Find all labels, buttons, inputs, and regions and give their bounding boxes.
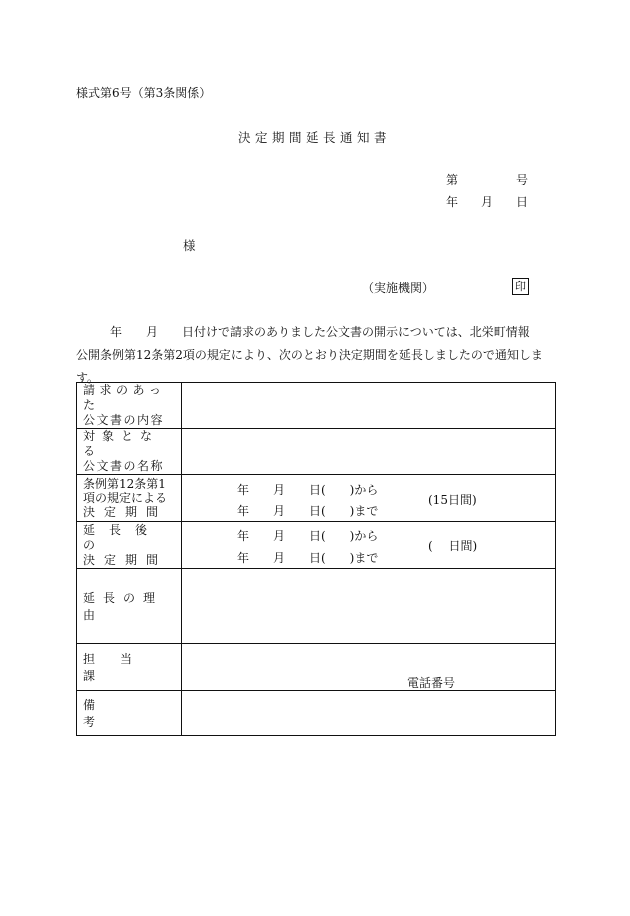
notice-body bbox=[62, 321, 562, 390]
notice-body-line: す。 bbox=[76, 371, 100, 385]
table-row bbox=[77, 475, 556, 522]
date-month-label: 月 bbox=[481, 195, 494, 209]
label-text: 項の規定による bbox=[83, 491, 168, 505]
target-name-field[interactable] bbox=[182, 429, 556, 475]
extended-period-field bbox=[182, 522, 556, 569]
original-period-field bbox=[182, 475, 556, 522]
original-period-label bbox=[77, 475, 182, 522]
period-end-date[interactable]: 年 月 日( )まで bbox=[237, 504, 379, 518]
label-line bbox=[83, 553, 177, 568]
label-line bbox=[83, 459, 177, 474]
request-content-label bbox=[77, 383, 182, 429]
label-text: 担当課 bbox=[83, 652, 158, 683]
label-line bbox=[83, 491, 177, 505]
date-day-label: 日 bbox=[516, 195, 529, 209]
remarks-label bbox=[77, 691, 182, 736]
table-row bbox=[77, 644, 556, 691]
extended-period-label bbox=[77, 522, 182, 569]
label-line bbox=[83, 413, 177, 428]
label-text: 公文書の内容 bbox=[83, 413, 165, 427]
department-field[interactable] bbox=[182, 644, 556, 691]
extension-details-table bbox=[76, 382, 556, 736]
period-days[interactable]: ( 日間) bbox=[428, 539, 478, 553]
period-end-date[interactable]: 年 月 日( )まで bbox=[237, 551, 379, 565]
label-line bbox=[83, 477, 177, 491]
document-number-suffix: 号 bbox=[516, 173, 529, 187]
label-text: 延長後の bbox=[83, 522, 162, 552]
label-line bbox=[83, 429, 177, 459]
table-row bbox=[77, 383, 556, 429]
label-text: 公文書の名称 bbox=[83, 459, 165, 473]
document-title: 決定期間延長通知書 bbox=[238, 130, 392, 145]
notice-body-line: 公開条例第12条第2項の規定により、次のとおり決定期間を延長しましたので通知しま bbox=[76, 348, 543, 362]
table-row bbox=[77, 429, 556, 475]
label-text: 備考 bbox=[83, 698, 158, 729]
label-line bbox=[83, 523, 177, 553]
request-content-field[interactable] bbox=[182, 383, 556, 429]
period-start-date[interactable]: 年 月 日( )から bbox=[237, 529, 379, 543]
seal-stamp-box: 印 bbox=[512, 278, 529, 295]
period-start-date[interactable]: 年 月 日( )から bbox=[237, 483, 379, 497]
table-row bbox=[77, 569, 556, 644]
phone-number-label: 電話番号 bbox=[407, 676, 456, 690]
label-text: 条例第12条第1 bbox=[83, 477, 166, 491]
label-text: 対象となる bbox=[83, 429, 160, 458]
label-line bbox=[83, 505, 177, 519]
extension-reason-label bbox=[77, 569, 182, 644]
agency-label: （実施機関） bbox=[362, 281, 435, 295]
label-text: 延長の理由 bbox=[83, 591, 164, 622]
document-number-label: 第 bbox=[446, 173, 459, 187]
period-days: (15日間) bbox=[428, 493, 477, 507]
department-label bbox=[77, 644, 182, 691]
form-number-label: 様式第6号（第3条関係） bbox=[76, 86, 212, 100]
label-text: 決定期間 bbox=[83, 552, 168, 567]
label-text: 請求のあった bbox=[83, 383, 166, 412]
date-year-label: 年 bbox=[446, 195, 459, 209]
table-row bbox=[77, 691, 556, 736]
table-row bbox=[77, 522, 556, 569]
target-name-label bbox=[77, 429, 182, 475]
notice-body-line: 年 月 日付けで請求のありました公文書の開示については、北栄町情報 bbox=[62, 325, 530, 339]
extension-reason-field[interactable] bbox=[182, 569, 556, 644]
label-text: 決定期間 bbox=[83, 505, 168, 519]
recipient-honorific: 様 bbox=[183, 238, 196, 253]
label-line bbox=[83, 383, 177, 413]
remarks-field[interactable] bbox=[182, 691, 556, 736]
